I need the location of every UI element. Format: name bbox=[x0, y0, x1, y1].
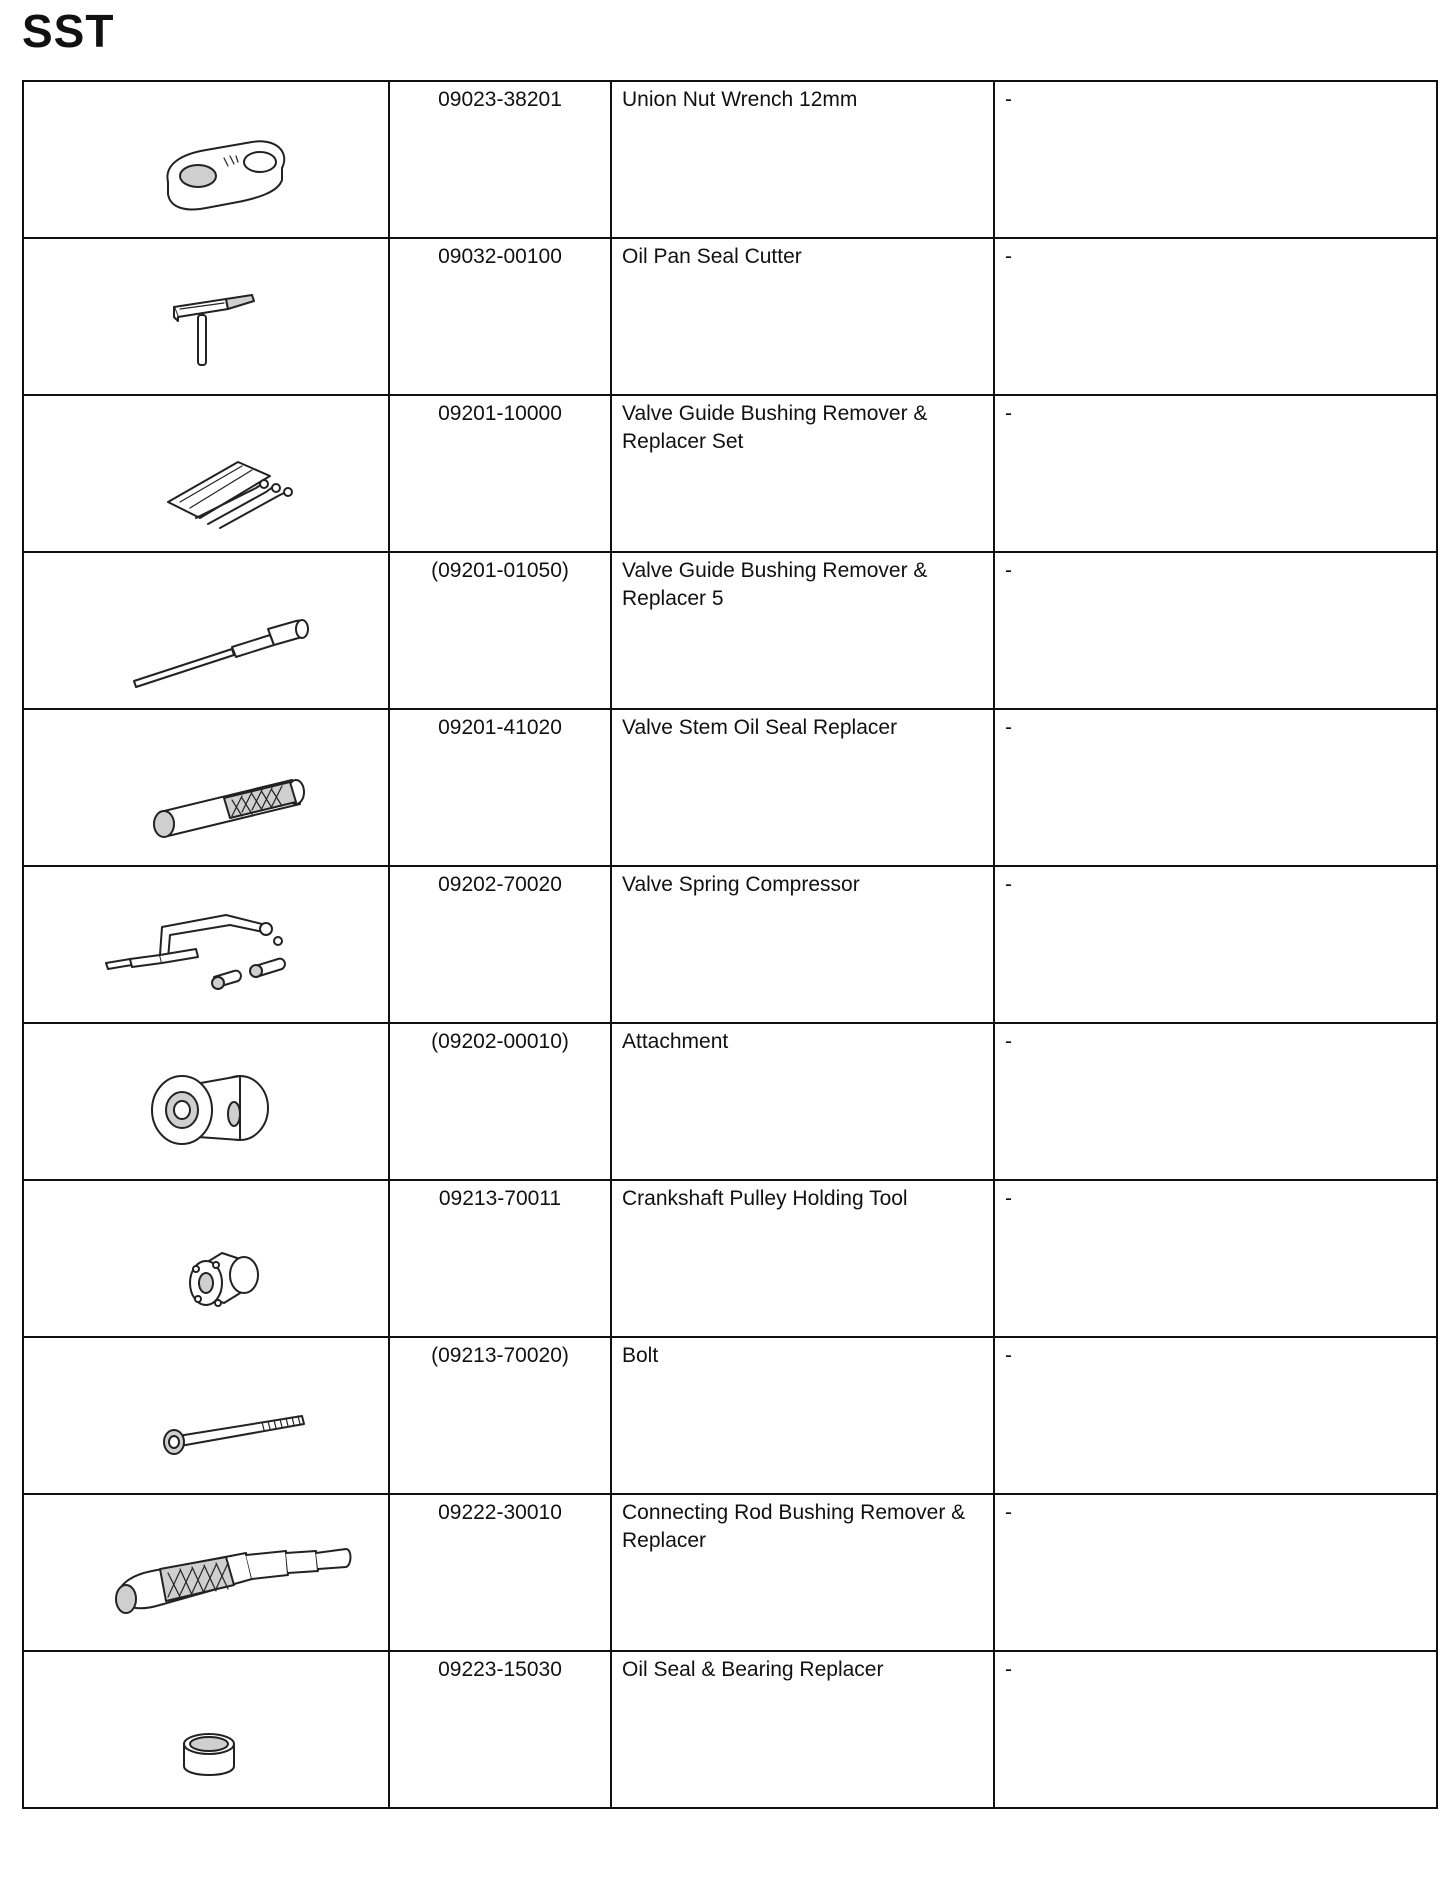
tool-code: 09032-00100 bbox=[389, 238, 611, 395]
tool-note: - bbox=[994, 709, 1437, 866]
tool-code: (09202-00010) bbox=[389, 1023, 611, 1180]
valve-guide-bushing-remover-icon bbox=[56, 571, 356, 691]
table-row bbox=[23, 238, 1437, 395]
tool-name: Crankshaft Pulley Holding Tool bbox=[611, 1180, 994, 1337]
tool-code: 09223-15030 bbox=[389, 1651, 611, 1808]
tool-note: - bbox=[994, 81, 1437, 238]
tool-code: 09202-70020 bbox=[389, 866, 611, 1023]
tool-name: Union Nut Wrench 12mm bbox=[611, 81, 994, 238]
union-nut-wrench-icon bbox=[56, 100, 356, 220]
tool-code: 09201-10000 bbox=[389, 395, 611, 552]
tool-image-cell bbox=[23, 552, 389, 709]
bolt-icon bbox=[56, 1356, 356, 1476]
tool-name: Valve Spring Compressor bbox=[611, 866, 994, 1023]
tool-note: - bbox=[994, 1023, 1437, 1180]
table-row bbox=[23, 81, 1437, 238]
crankshaft-pulley-holding-tool-icon bbox=[56, 1199, 356, 1319]
tool-code: 09201-41020 bbox=[389, 709, 611, 866]
tool-image-cell bbox=[23, 866, 389, 1023]
tool-name: Valve Stem Oil Seal Replacer bbox=[611, 709, 994, 866]
connecting-rod-bushing-tool-icon bbox=[56, 1513, 356, 1633]
valve-stem-oil-seal-replacer-icon bbox=[56, 728, 356, 848]
table-row bbox=[23, 395, 1437, 552]
tool-code: 09023-38201 bbox=[389, 81, 611, 238]
tool-note: - bbox=[994, 1180, 1437, 1337]
tool-code: 09213-70011 bbox=[389, 1180, 611, 1337]
tool-note: - bbox=[994, 552, 1437, 709]
attachment-icon bbox=[56, 1042, 356, 1162]
tool-note: - bbox=[994, 1651, 1437, 1808]
tool-name: Valve Guide Bushing Remover & Replacer Set bbox=[611, 395, 994, 552]
tool-name: Bolt bbox=[611, 1337, 994, 1494]
table-row bbox=[23, 552, 1437, 709]
tool-image-cell bbox=[23, 238, 389, 395]
tool-note: - bbox=[994, 395, 1437, 552]
table-row bbox=[23, 866, 1437, 1023]
tool-name: Connecting Rod Bushing Remover & Replacer bbox=[611, 1494, 994, 1651]
table-row bbox=[23, 709, 1437, 866]
tool-image-cell bbox=[23, 1180, 389, 1337]
table-row bbox=[23, 1494, 1437, 1651]
tool-code: (09201-01050) bbox=[389, 552, 611, 709]
table-row bbox=[23, 1337, 1437, 1494]
oil-seal-bearing-replacer-icon bbox=[56, 1670, 356, 1790]
tool-note: - bbox=[994, 1494, 1437, 1651]
page-title: SST bbox=[22, 5, 115, 57]
table-row bbox=[23, 1651, 1437, 1808]
tool-note: - bbox=[994, 1337, 1437, 1494]
tool-image-cell bbox=[23, 395, 389, 552]
tool-name: Oil Pan Seal Cutter bbox=[611, 238, 994, 395]
tool-code: 09222-30010 bbox=[389, 1494, 611, 1651]
tool-image-cell bbox=[23, 81, 389, 238]
tool-note: - bbox=[994, 866, 1437, 1023]
tool-note: - bbox=[994, 238, 1437, 395]
table-row bbox=[23, 1180, 1437, 1337]
tool-name: Oil Seal & Bearing Replacer bbox=[611, 1651, 994, 1808]
tool-image-cell bbox=[23, 1651, 389, 1808]
tool-image-cell bbox=[23, 1337, 389, 1494]
valve-spring-compressor-icon bbox=[56, 885, 356, 1005]
oil-pan-seal-cutter-icon bbox=[56, 257, 356, 377]
tool-code: (09213-70020) bbox=[389, 1337, 611, 1494]
tool-image-cell bbox=[23, 1023, 389, 1180]
tool-image-cell bbox=[23, 1494, 389, 1651]
tool-image-cell bbox=[23, 709, 389, 866]
table-row bbox=[23, 1023, 1437, 1180]
tool-name: Attachment bbox=[611, 1023, 994, 1180]
tool-name: Valve Guide Bushing Remover & Replacer 5 bbox=[611, 552, 994, 709]
sst-table bbox=[22, 80, 1438, 1809]
valve-guide-bushing-set-icon bbox=[56, 414, 356, 534]
